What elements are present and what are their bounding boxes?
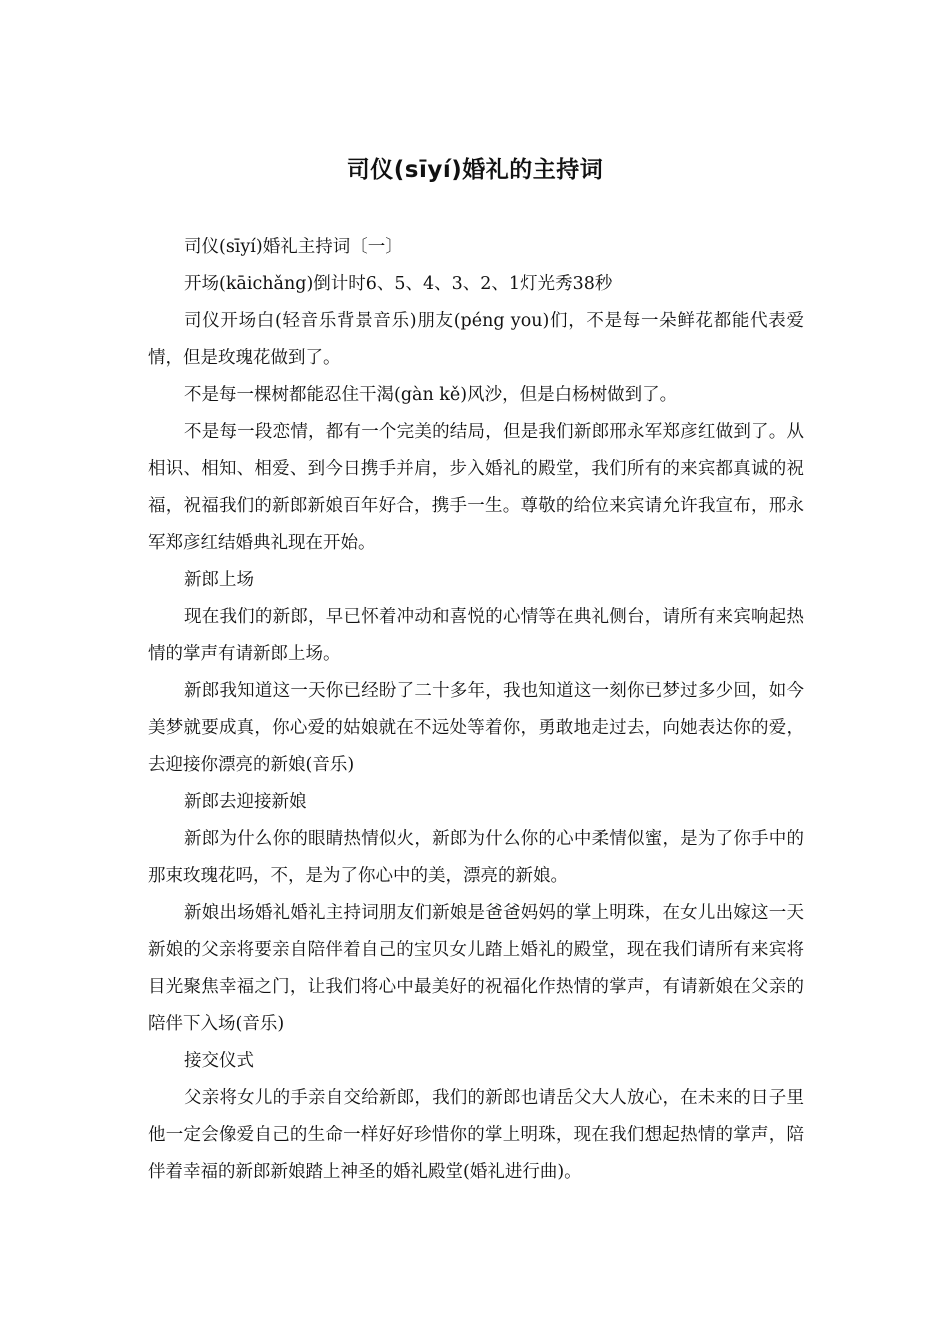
paragraph-meet-bride: 新郎为什么你的眼睛热情似火，新郎为什么你的心中柔情似蜜，是为了你手中的那束玫瑰花吗，不，是为了你心中的美，漂亮的新娘。 (148, 829, 804, 886)
paragraph-poplar: 不是每一棵树都能忍住干渴(gàn kě)风沙，但是白杨树做到了。 (184, 385, 678, 405)
paragraph-groom-entrance: 现在我们的新郎，早已怀着冲动和喜悦的心情等在典礼侧台，请所有来宾响起热情的掌声有请新郎上场。 (148, 607, 804, 664)
paragraph-countdown: 开场(kāichǎng)倒计时6、5、4、3、2、1灯光秀38秒 (184, 274, 613, 294)
paragraph-opening: 司仪开场白(轻音乐背景音乐)朋友(péng you)们，不是每一朵鲜花都能代表爱情，但是玫瑰花做到了。 (148, 311, 804, 368)
paragraph-romance: 不是每一段恋情，都有一个完美的结局，但是我们新郎邢永军郑彦红做到了。从相识、相知、相爱、到今日携手并肩，步入婚礼的殿堂，我们所有的来宾都真诚的祝福，祝福我们的新郎新娘百年好合，携手一生。尊敬的给位来宾请允许我宣布，邢永军郑彦红结婚典礼现在开始。 (148, 422, 804, 553)
paragraph-handover: 父亲将女儿的手亲自交给新郎，我们的新郎也请岳父大人放心，在未来的日子里他一定会像爱自己的生命一样好好珍惜你的掌上明珠，现在我们想起热情的掌声，陪伴着幸福的新郎新娘踏上神圣的婚礼殿堂(婚礼进行曲)。 (148, 1088, 804, 1182)
section-heading-meet-bride: 新郎去迎接新娘 (184, 792, 307, 812)
section-heading-groom-entrance: 新郎上场 (184, 570, 254, 590)
paragraph-subtitle: 司仪(sīyí)婚礼主持词〔一〕 (184, 237, 403, 257)
document-body (148, 229, 804, 1191)
paragraph-groom-speech: 新郎我知道这一天你已经盼了二十多年，我也知道这一刻你已梦过多少回，如今美梦就要成真，你心爱的姑娘就在不远处等着你，勇敢地走过去，向她表达你的爱，去迎接你漂亮的新娘(音乐) (148, 681, 804, 775)
section-heading-handover: 接交仪式 (184, 1051, 254, 1071)
paragraph-bride-entrance: 新娘出场婚礼婚礼主持词朋友们新娘是爸爸妈妈的掌上明珠，在女儿出嫁这一天新娘的父亲将要亲自陪伴着自己的宝贝女儿踏上婚礼的殿堂，现在我们请所有来宾将目光聚焦幸福之门，让我们将心中最美好的祝福化作热情的掌声，有请新娘在父亲的陪伴下入场(音乐) (148, 903, 804, 1034)
document-title: 司仪(sīyí)婚礼的主持词 (346, 157, 604, 183)
